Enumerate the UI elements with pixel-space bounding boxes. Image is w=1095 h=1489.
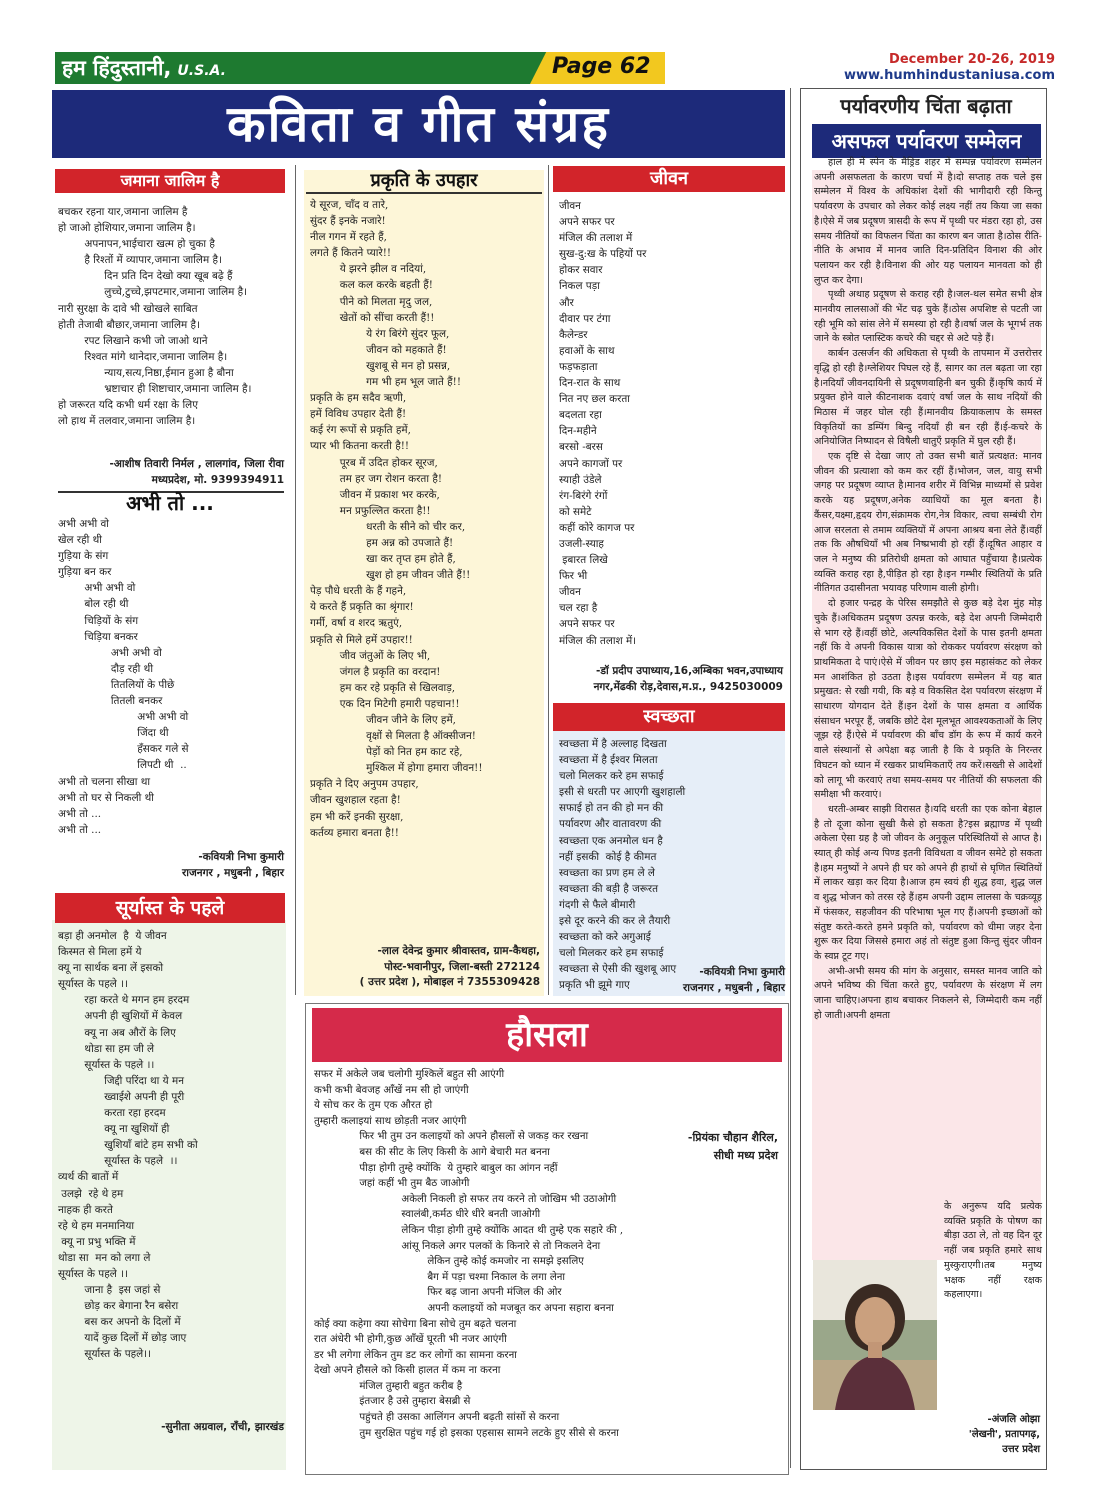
issue-date: December 20-26, 2019	[889, 52, 1055, 67]
column-divider	[295, 165, 296, 995]
poem-author-abhi: -कवियत्री निभा कुमारी राजनगर , मधुबनी , बिहार	[181, 851, 284, 879]
article-paragraph: हाल ही में स्पेन के मैड्रिड शहर में सम्पन्न पर्यावरण सम्मेलन अपनी असफलता के कारण चर्चा में है।दो सप्ताह तक चले इस सम्मेलन में विश्व के अधिकांश देशों की भागीदारी रही किन्तु पर्यावरण के उपचार को लेकर कोई लक्ष्य नहीं तय किया जा सका है।ऐसे में जब प्रदूषण त्रासदी के रूप में पृथ्वी पर मंडरा रहा हो, उस समय नीतियों का विफलन चिंता का कारण बन जाता है।ठोस रीति-नीति के अभाव में मानव जाति दिन-प्रतिदिन विनाश की ओर पलायन कर रही है।विनाश की ओर यह पलायन मानवता को ही लुप्त कर देगा।	[814, 157, 1042, 286]
poem-title-swachhta: स्वच्छता	[553, 703, 785, 731]
poem-title-jamana: जमाना जालिम है	[55, 169, 285, 193]
poem-text-prakriti: ये सूरज, चाँद व तारे, सुंदर हैं इनके नजारे! नील गगन में रहते हैं, लगते हैं कितने प्यारे!! ये झरने झील व नदियां, कल कल करके बहती हैं! पीने को मिलता मृदु जल, खेतों को सींचा करती हैं!! ये रंग बिरंगे सुंदर फूल, जीवन को महकाते हैं! खुशबू से मन हो प्रसन्न, गम भी हम भूल जाते हैं!! प्रकृति के हम सदैव ऋणी, हमें विविध उपहार देती हैं! कई रंग रूपों से प्रकृति हमें, प्यार भी कितना करती है!! पूरब में उदित होकर सूरज, तम हर जग रोशन करता है! जीवन में प्रकाश भर करके, मन प्रफुल्लित करता है!! धरती के सीने को चीर कर, हम अन्न को उपजाते हैं! खा कर तृप्त हम होते हैं, खुश हो हम जीवन जीते हैं!! पेड़ पौधे धरती के हैं गहने, ये करते हैं प्रकृति का श्रृंगार! गर्मी, वर्षा व शरद ऋतुएं, प्रकृति से मिले हमें उपहार!! जीव जंतुओं के लिए भी, जंगल है प्रकृति का वरदान! हम कर रहे प्रकृति से खिलवाड़, एक दिन मिटेगी हमारी पहचान!! जीवन जीने के लिए हमें, वृक्षों से मिलता है ऑक्सीजन! पेड़ों को नित हम काट रहे, मुश्किल में होगा हमारा जीवन!! प्रकृति ने दिए अनुपम उपहार, जीवन खुशहाल रहता है! हम भी करें इनकी सुरक्षा, कर्तव्य हमारा बनता है!!	[310, 199, 483, 839]
poem-title-hausla: हौसला	[312, 1008, 782, 1062]
column-divider	[790, 88, 791, 1468]
site-url[interactable]: www.humhindustaniusa.com	[843, 68, 1055, 83]
article-paragraph: कार्बन उत्सर्जन की अधिकता से पृथ्वी के तापमान में उत्तरोत्तर वृद्धि हो रही है।ग्लेशियर पिघल रहे हैं, सागर का तल बढ़ता जा रहा है।नदियाँ जीवनदायिनी से प्रदूषणवाहिनी बन चुकी हैं।कृषि कार्य में प्रयुक्त होने वाले कीटनाशक दवाएं वर्षा जल के साथ नदियों की मिठास में जहर घोल रही हैं।मानवीय क्रियाकलाप के समस्त विकृतियों का डम्पिंग बिन्दु नदियाँ ही बन रही हैं।ई-कचरे के अनियोजित निष्पादन से विषैली धातुएँ प्रकृति में घुल रही हैं।	[814, 348, 1042, 448]
poem-title-jeevan: जीवन	[553, 166, 785, 192]
page-number: Page 62	[552, 54, 651, 79]
poem-text-jamana: बचकर रहना यार,जमाना जालिम है हो जाओ होशियार,जमाना जालिम है। अपनापन,भाईचारा खत्म हो चुका है है रिश्तों में व्यापार,जमाना जालिम है। दिन प्रति दिन देखो क्या खूब बढ़े हैं लुच्चे,टुच्चे,झपटमार,जमाना जालिम है। नारी सुरक्षा के दावे भी खोखले साबित होती तेजाबी बौछार,जमाना जालिम है। रपट लिखाने कभी जो जाओ थाने रिश्वत मांगे थानेदार,जमाना जालिम है। न्याय,सत्य,निष्ठा,ईमान हुआ है बौना भ्रष्टाचार ही शिष्टाचार,जमाना जालिम है। हो जरूरत यदि कभी धर्म रक्षा के लिए लो हाथ में तलवार,जमाना जालिम है।	[58, 206, 252, 428]
poem-author-jamana: -आशीष तिवारी निर्मल , लालगांव, जिला रीवा मध्यप्रदेश, मो. 9399394911	[109, 458, 284, 486]
poem-title-abhi: अभी तो ...	[126, 491, 214, 515]
article-paragraph: दो हजार पन्द्रह के पेरिस समझौते से कुछ बड़े देश मुंह मोड़ चुके हैं।अधिकतम प्रदूषण उत्पन्न करके, बड़े देश अपनी जिम्मेदारी से भाग रहे हैं।वहीं छोटे, अल्पविकसित देशों के पास इतनी क्षमता नहीं कि वे अपनी विकास यात्रा को रोककर पर्यावरण संरक्षण को प्राथमिकता दे पाएं।ऐसे में जीवन पर छाए इस महासंकट को लेकर मन आशंकित हो उठता है।इस पर्यावरण सम्मेलन में यह बात प्रमुखत: से रखी गयी, कि बड़े व विकसित देश पर्यावरण संरक्षण में साधारण योगदान देते हैं।इन देशों के पास क्षमता व आर्थिक संसाधन भरपूर हैं, जबकि छोटे देश मूलभूत आवश्यकताओं के लिए जूझ रहे हैं।ऐसे में पर्यावरण की बाँच डॉग के रूप में कार्य करने वाले संस्थानों से अपेक्षा बढ़ जाती है कि वे प्रकृति के निरन्तर विघटन को ध्यान में रखकर प्राथमिकताएँ तय करें।सख्ती से आदेशों को लागू भी करवाएं तथा समय-समय पर नीतियों की सफलता की समीक्षा भी करवाएं।	[814, 598, 1042, 801]
poem-text-hausla: सफर में अकेले जब चलोगी मुश्किलें बहुत सी आएंगी कभी कभी बेवजह आँखें नम सी हो जाएंगी ये सोच कर के तुम एक औरत हो तुम्हारी कलाइयां साथ छोड़ती नजर आएंगी फिर भी तुम उन कलाइयों को अपने हौसलों से जकड़ कर रखना बस की सीट के लिए किसी के आगे बेचारी मत बनना पीड़ा होगी तुम्हे क्योंकि ये तुम्हारे बाबुल का आंगन नहीं जहां कहीं भी तुम बैठ जाओगी अकेली निकली हो सफर तय करने तो जोखिम भी उठाओगी स्वालंबी,कर्मठ धीरे धीरे बनती जाओगी लेकिन पीड़ा होगी तुम्हे क्योंकि आदत थी तुम्हे एक सहारे की , आंसू निकले अगर पलकों के किनारे से तो निकलने देना लेकिन तुम्हे कोई कमजोर ना समझे इसलिए बैग में पड़ा चश्मा निकाल के लगा लेना फिर बढ़ जाना अपनी मंजिल की ओर अपनी कलाइयों को मजबूत कर अपना सहारा बनना कोई क्या कहेगा क्या सोचेगा बिना सोचे तुम बढ़ते चलना रात अंधेरी भी होगी,कुछ आँखें घूरती भी नजर आएंगी डर भी लगेगा लेकिन तुम डट कर लोगों का सामना करना देखो अपने हौसले को किसी हालत में कम ना करना मंजिल तुम्हारी बहुत करीब है इंतजार है उसे तुम्हारा बेसब्री से पहुंचते ही उसका आलिंगन अपनी बढ़ती सांसों से करना तुम सुरक्षित पहुंच गई हो इसका एहसास सामने लटके हुए सीसे से करना	[314, 1069, 624, 1439]
column-divider	[548, 165, 549, 995]
article-paragraph: के अनुरूप यदि प्रत्येक व्यक्ति प्रकृति के पोषण का बीड़ा उठा ले, तो वह दिन दूर नहीं जब प्रकृति हमारे साथ मुस्कुराएगी।तब मनुष्य भक्षक नहीं रक्षक कहलाएगा।	[944, 1201, 1042, 1301]
masthead-brand: हम हिंदुस्तानी, U.S.A.	[62, 56, 226, 80]
poem-text-suryast: बड़ा ही अनमोल है ये जीवन किस्मत से मिला हमें ये क्यू ना सार्थक बना लें इसको सूर्यास्त के पहले ।। रहा करते थे मगन हम हरदम अपनी ही खुशियों में केवल क्यू ना अब औरों के लिए थोडा सा हम जी ले सूर्यास्त के पहले ।। जिद्दी परिंदा था ये मन ख्वाईशे अपनी ही पूरी करता रहा हरदम क्यू ना खुशियों ही खुशियाँ बांटे हम सभी को सूर्यास्त के पहले ।। व्यर्थ की बातों में उलझे रहे थे हम नाहक ही करते रहे थे हम मनमानिया क्यू ना प्रभु भक्ति में थोडा सा मन को लगा ले सूर्यास्त के पहले ।। जाना है इस जहां से छोड़ कर बेगाना रैन बसेरा बस कर अपनो के दिलों में यादें कुछ दिलों में छोड़ जाए सूर्यास्त के पहले।।	[58, 930, 198, 1361]
poem-text-abhi: अभी अभी वो खेल रही थी गुड़िया के संग गुड़िया बन कर अभी अभी वो बोल रही थी चिड़ियों के संग चिड़िया बनकर अभी अभी वो दौड़ रही थी तितलियों के पीछे तितली बनकर अभी अभी वो जिंदा थी हँसकर गले से लिपटी थी .. अभी तो चलना सीखा था अभी तो घर से निकली थी अभी तो ... अभी तो ...	[58, 518, 189, 836]
poem-text-jeevan: जीवन अपने सफर पर मंजिल की तलाश में सुख-दु:ख के पहियों पर होकर सवार निकल पड़ा और दीवार पर टंगा कैलेन्डर हवाओं के साथ फड़फड़ाता दिन-रात के साथ नित नए छल करता बदलता रहा दिन-महीने बरसो -बरस अपने कागजों पर स्याही उंडेले रंग-बिरंगे रंगों को समेटे कहीं कोरे कागज पर उजली-स्याह इबारत लिखे फिर भी जीवन चल रहा है अपने सफर पर मंजिल की तलाश में।	[559, 200, 647, 647]
poem-title-suryast: सूर्यास्त के पहले	[55, 893, 285, 923]
article-body	[814, 156, 1042, 1023]
article-title-line2: असफल पर्यावरण सम्मेलन	[812, 124, 1041, 158]
article-author: -अंजलि ओझा 'लेखनी', प्रतापगढ़, उत्तर प्रदेश	[968, 1414, 1040, 1455]
poem-author-hausla: -प्रियंका चौहान शैरिल, सीधी मध्य प्रदेश	[687, 1131, 778, 1162]
poem-text-swachhta: स्वच्छता में है अल्लाह दिखता स्वच्छता में है ईश्वर मिलता चलो मिलकर करे हम सफाई इसी से धरती पर आएगी खुशहाली सफाई हो तन की हो मन की पर्यावरण और वातावरण की स्वच्छता एक अनमोल धन है नहीं इसकी कोई है कीमत स्वच्छता का प्रण हम ले ले स्वच्छता की बड़ी है जरूरत गंदगी से फैले बीमारी इसे दूर करने की कर ले तैयारी स्वच्छता को करे अगुआई चलो मिलकर करे हम सफाई स्वच्छता से ऐसी की खुशबू आए प्रकृति भी झूमे गाए	[559, 738, 686, 992]
masthead-brand-suffix: U.S.A.	[177, 63, 226, 79]
article-paragraph: धरती-अम्बर साझी विरासत है।यदि धरती का एक कोना बेहाल है तो दूजा कोना सुखी कैसे हो सकता है?इस ब्रह्माण्ड में पृथ्वी अकेला ऐसा ग्रह है जो जीवन के अनुकूल परिस्थितियों से आप्त है।स्यात् ही कोई अन्य पिण्ड इतनी विविधता व जीवन समेटे हो सकता है।हम मनुष्यों ने अपने ही घर को अपने ही हाथों से घृणित स्थितियों में लाकर खड़ा कर दिया है।आज हम स्वयं ही शुद्ध हवा, शुद्ध जल व शुद्ध भोजन को तरस रहे हैं।हम अपनी उद्दाम लालसा के चक्रव्यूह में फंसकर, सहजीवन की परिभाषा भूल गए हैं।अपनी इच्छाओं को संतुष्ट करते-करते हमने प्रकृति को, पर्यावरण को धीमा जहर देना शुरू कर दिया जिससे हमारा अहं तो संतुष्ट हुआ किन्तु सुंदर जीवन के स्वप्न टूट गए।	[814, 803, 1042, 962]
author-photo	[813, 1260, 937, 1410]
article-paragraph: पृथ्वी अथाह प्रदूषण से कराह रही है।जल-थल समेत सभी क्षेत्र मानवीय लालसाओं की भेंट चढ़ चुके हैं।ठोस अपशिष्ट से पटती जा रही भूमि को सांस लेने में समस्या हो रही है।वर्षा जल के भूगर्भ तक जाने के स्त्रोत प्लास्टिक कचरे की चद्दर से अटे पड़े हैं।	[814, 289, 1042, 345]
poem-author-suryast: -सुनीता अग्रवाल, राँची, झारखंड	[161, 1421, 284, 1433]
poem-author-prakriti: -लाल देवेन्द्र कुमार श्रीवास्तव, ग्राम-कैथहा, पोस्ट-भवानीपुर, जिला-बस्ती 272124 ( उत्तर प्रदेश ), मोबाइल नं 7355309428	[359, 945, 540, 988]
article-title-line1: पर्यावरणीय चिंता बढ़ाता	[840, 94, 1012, 118]
poem-title-prakriti: प्रकृति के उपहार	[306, 168, 542, 194]
article-paragraph: अभी-अभी समय की मांग के अनुसार, समस्त मानव जाति को अपने भविष्य की चिंता करते हुए, पर्यावरण के संरक्षण में लग जाना चाहिए।अपना हाथ बचाकर निकलने से, जिम्मेदारी कम नहीं हो जाती।अपनी क्षमता	[814, 965, 1042, 1021]
poem-author-jeevan: -डॉ प्रदीप उपाध्याय,16,अम्बिका भवन,उपाध्याय नगर,मेंढकी रोड़,देवास,म.प्र., 9425030009	[593, 665, 783, 693]
section-title: कविता व गीत संग्रह	[227, 95, 610, 153]
poem-author-swachhta: -कवियत्री निभा कुमारी राजनगर , मधुबनी , बिहार	[682, 966, 785, 994]
article-paragraph: एक दृष्टि से देखा जाए तो उक्त सभी बातें प्रत्यक्षत: मानव जीवन की प्रत्याशा को कम कर रहीं हैं।भोजन, जल, वायु सभी जगह पर प्रदूषण व्याप्त है।मानव शरीर में विभिन्न माध्यमों से प्रवेश करके यह प्रदूषण,अनेक व्याधियों का मूल बनता है।कैंसर,यक्ष्मा,हृदय रोग,संक्रामक रोग,नेत्र विकार, त्वचा सम्बंधी रोग आज सरलता से तमाम व्यक्तियों में अपना आश्रय बना लेते हैं।वहीं तक कि औषधियाँ भी अब निष्प्रभावी हो रहीं हैं।दूषित आहार व जल ने मनुष्य की प्रतिरोधी क्षमता को आघात पहुँचाया है।प्रत्येक व्यक्ति कराह रहा है,पीड़ित हो रहा है।इन गम्भीर स्थितियों के प्रति नीतिगत उदासीनता भयावह परिणाम वाली होगी।	[814, 451, 1042, 595]
